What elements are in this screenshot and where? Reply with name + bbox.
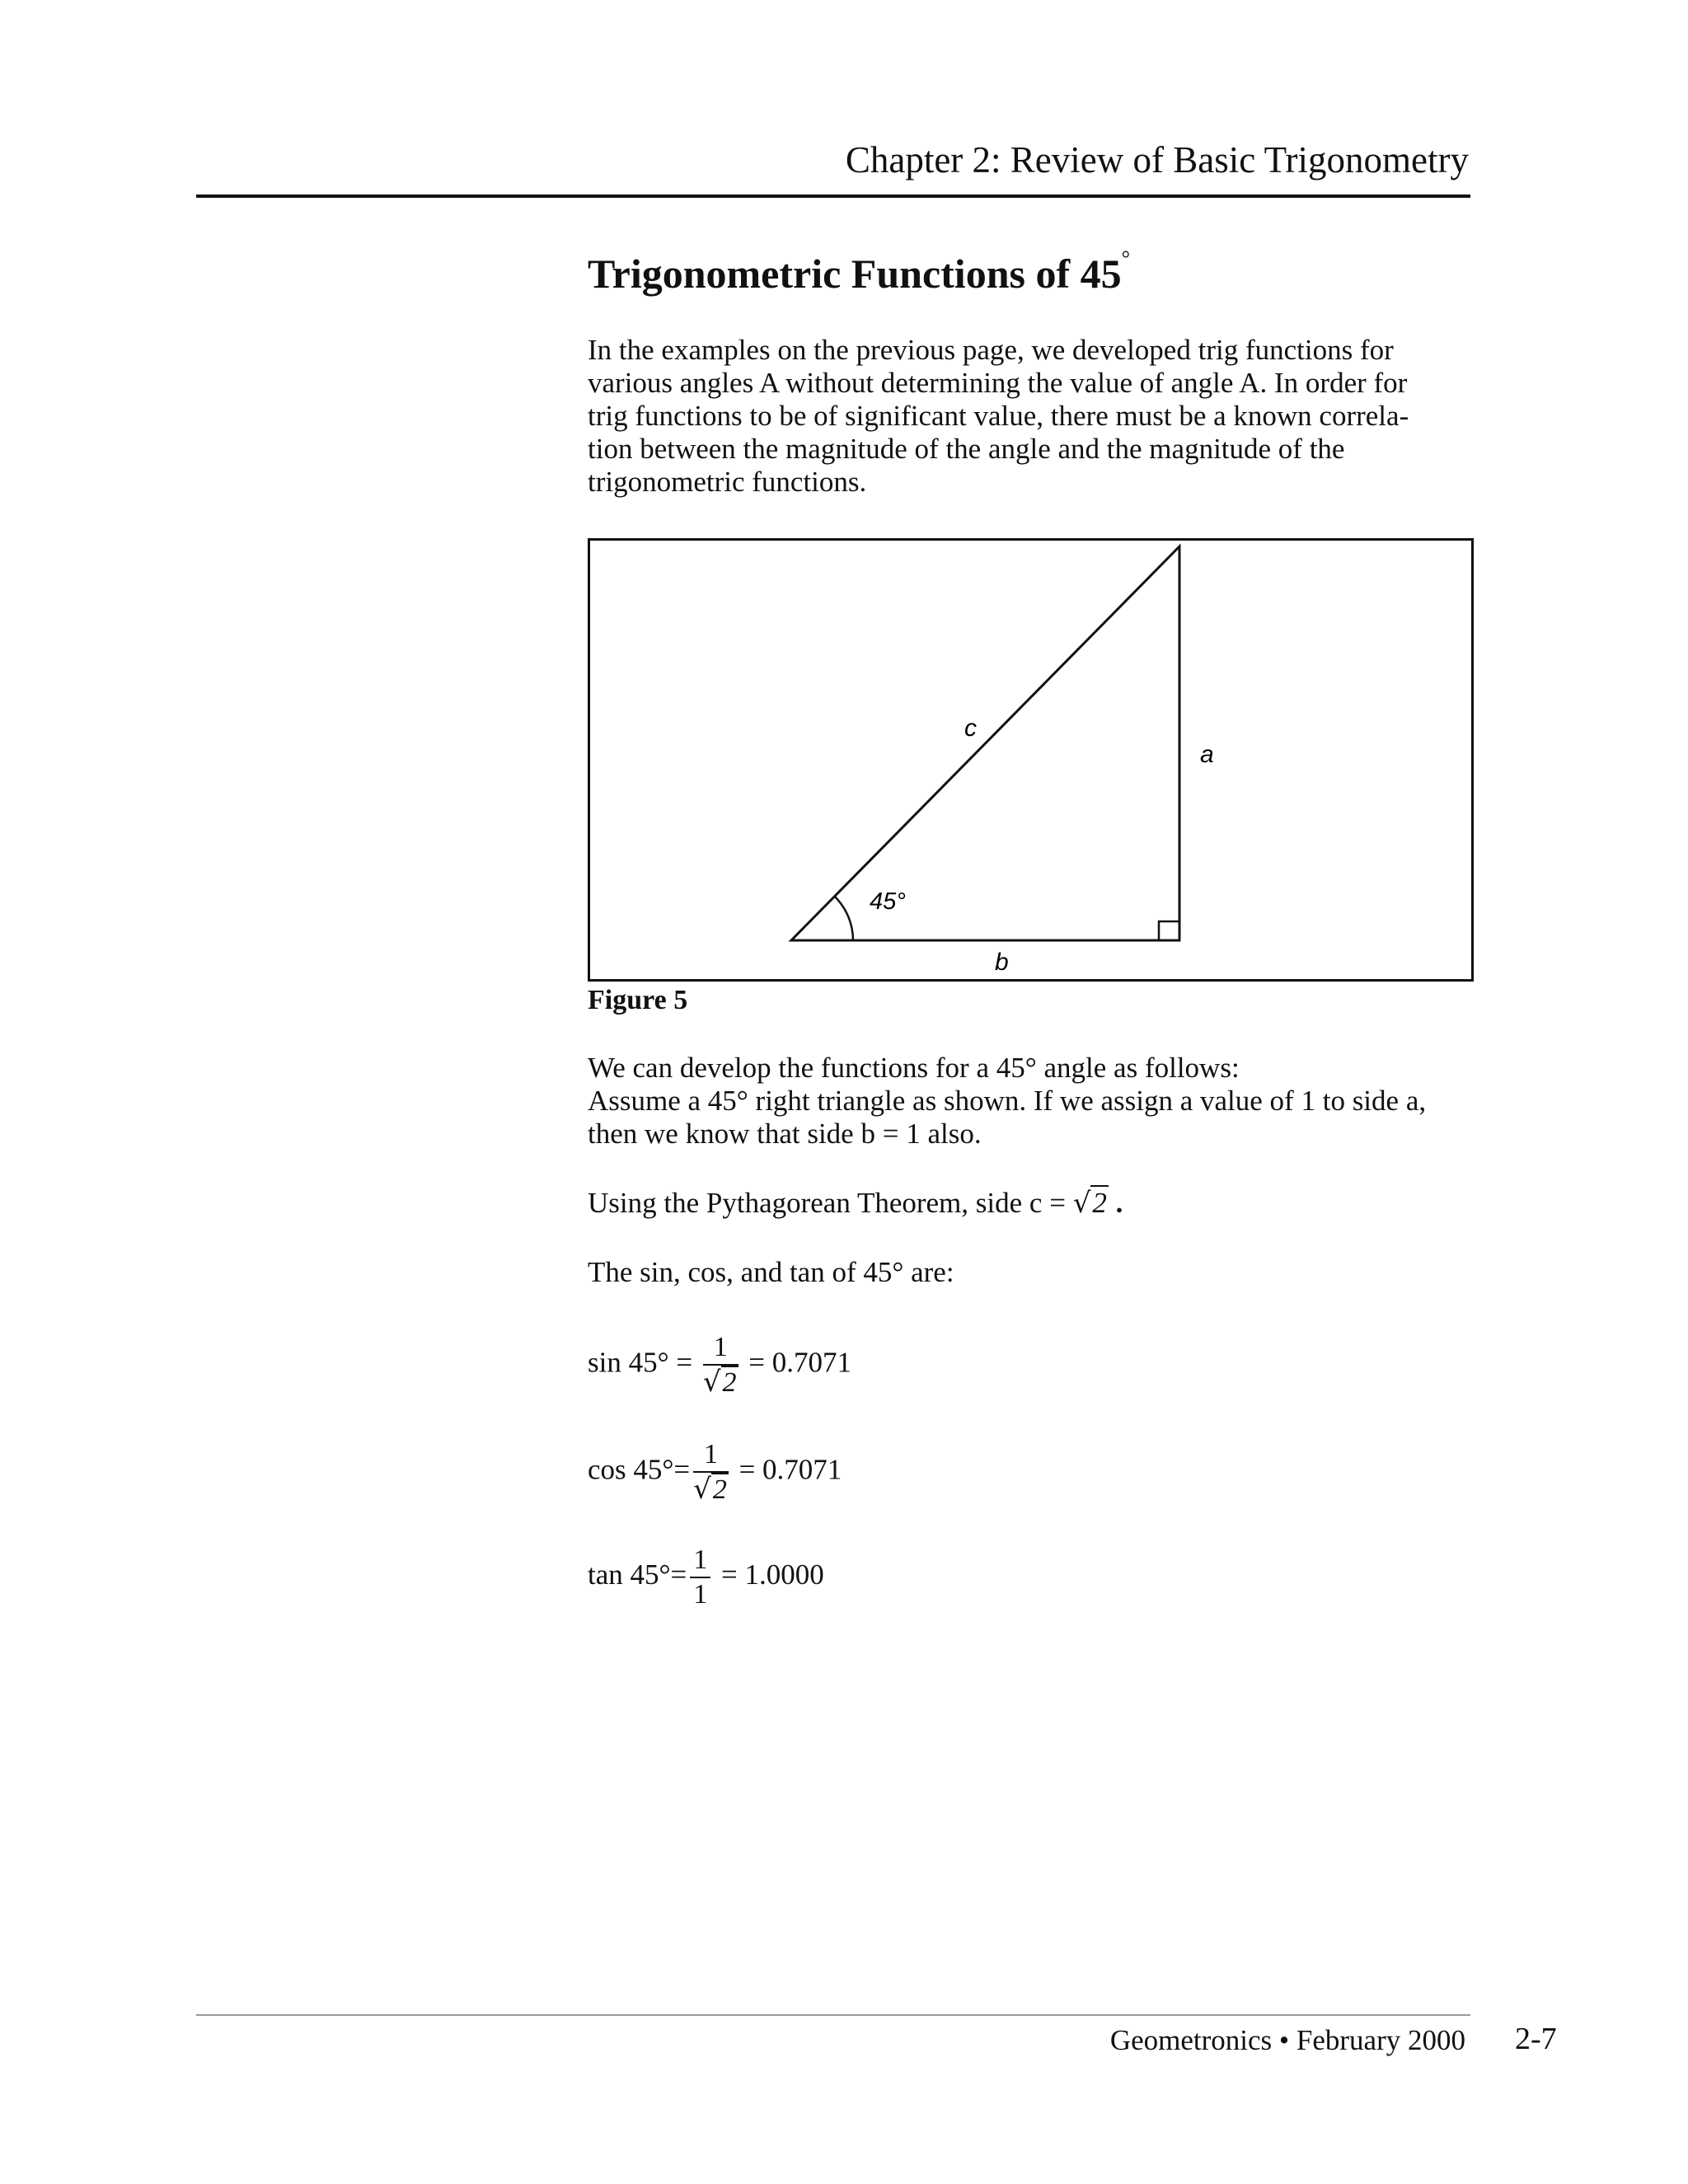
develop-line-3: then we know that side b = 1 also. [588,1118,982,1150]
sin-denominator [703,1366,738,1397]
tan-rhs: = 1.0000 [714,1558,824,1591]
radical-sign: √ [702,1366,721,1399]
intro-line: trig functions to be of significant value, there must be a known correla- [588,400,1409,432]
cos-denominator [693,1473,729,1504]
pythagorean-line [588,1187,1123,1220]
sin-rhs: = 0.7071 [741,1346,852,1379]
tan-formula [588,1546,824,1609]
section-title-degree: ° [1121,246,1131,270]
pythagorean-end: . [1108,1187,1123,1219]
footer-publication: Geometronics • February 2000 [1109,2024,1465,2056]
functions-intro: The sin, cos, and tan of 45° are: [588,1256,954,1288]
intro-line: trigonometric functions. [588,466,867,498]
cos-rhs: = 0.7071 [731,1453,842,1486]
right-angle-marker [1159,921,1179,940]
sin-lhs: sin 45° = [588,1346,700,1379]
label-c: c [964,715,977,742]
sqrt-expression [693,1475,729,1504]
sqrt-expression [1073,1187,1109,1220]
cos-lhs: cos 45°= [588,1453,691,1486]
label-angle: 45° [870,888,906,915]
page-number: 2-7 [1515,2022,1557,2056]
triangle-figure [588,538,1474,982]
label-b: b [995,949,1009,976]
pythagorean-text: Using the Pythagorean Theorem, side c = [588,1187,1073,1219]
cos-numerator: 1 [693,1441,729,1473]
angle-arc [835,897,853,940]
chapter-header: Chapter 2: Review of Basic Trigonometry [845,139,1469,180]
radical-sign: √ [693,1473,711,1506]
figure-caption: Figure 5 [588,985,688,1015]
sin-fraction [703,1333,738,1397]
section-title [588,246,1131,298]
header-rule [196,194,1470,198]
tan-lhs: tan 45°= [588,1558,687,1591]
intro-line: tion between the magnitude of the angle and the magnitude of the [588,433,1345,465]
radical-sign: √ [1072,1187,1091,1220]
develop-line-1: We can develop the functions for a 45° angle as follows: [588,1052,1240,1084]
figure-border [589,540,1473,981]
intro-paragraph [588,334,1478,499]
tan-numerator: 1 [690,1546,710,1578]
cos-fraction [693,1441,729,1504]
radicand: 2 [722,1367,737,1398]
section-title-text: Trigonometric Functions of 45 [588,251,1122,297]
sin-numerator: 1 [703,1333,738,1366]
intro-line: In the examples on the previous page, we developed trig functions for [588,334,1394,366]
tan-fraction [690,1546,710,1609]
tan-denominator: 1 [693,1579,708,1610]
right-triangle [791,546,1179,940]
label-a: a [1200,741,1214,768]
footer-rule [196,2014,1470,2016]
sqrt-expression [703,1368,738,1397]
radicand: 2 [712,1474,727,1505]
sin-formula [588,1333,851,1397]
cos-formula [588,1441,842,1504]
develop-line-2: Assume a 45° right triangle as shown. If we assign a value of 1 to side a, [588,1085,1427,1117]
intro-line: various angles A without determining the value of angle A. In order for [588,367,1408,399]
radicand: 2 [1092,1187,1107,1219]
